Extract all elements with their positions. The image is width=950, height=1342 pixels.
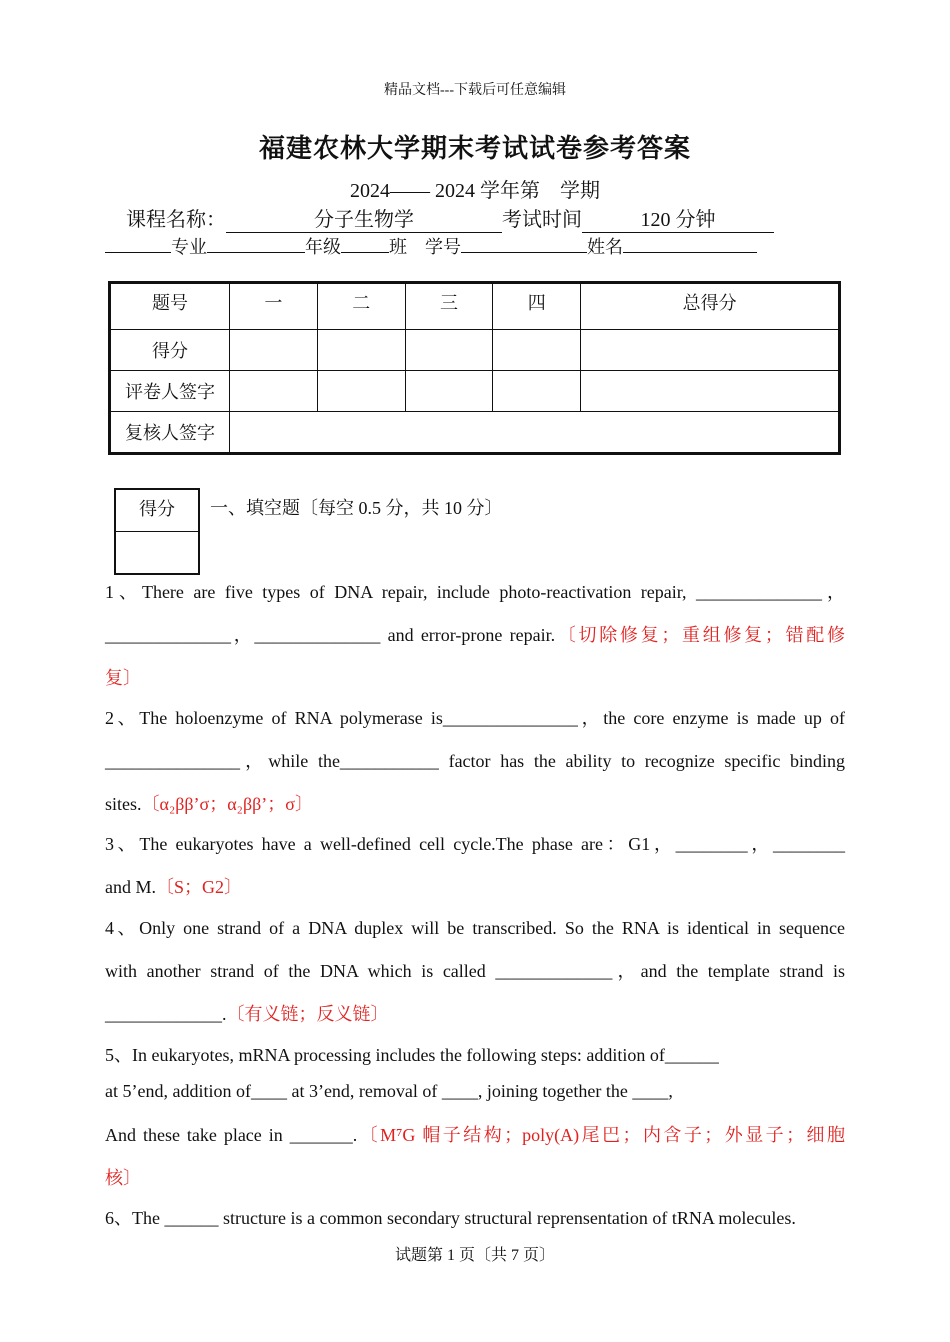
q4-answer: 〔有义链；反义链〕 (226, 1004, 389, 1024)
q4-line-3 (105, 1000, 389, 1026)
grade-blank (207, 252, 305, 253)
score-cell (581, 330, 840, 371)
table-header-row (110, 283, 840, 330)
score-table (108, 281, 841, 455)
header-cell: 总得分 (581, 283, 840, 330)
student-info-line (105, 233, 757, 259)
header-cell: 一 (230, 283, 318, 330)
exam-time-label: 考试时间 (502, 209, 582, 231)
class-label: 班 (389, 237, 407, 257)
q6-line-1: 6、The ______ structure is a common secondary structural reprensentation of tRNA molecules. (105, 1208, 796, 1228)
row-label-score: 得分 (110, 330, 230, 371)
signature-cell (405, 371, 493, 412)
signature-cell (493, 371, 581, 412)
q5-answer: 〔M⁷G 帽子结构；poly(A)尾巴；内含子；外显子；细胞 (357, 1125, 846, 1145)
header-cell: 三 (405, 283, 493, 330)
signature-cell (317, 371, 405, 412)
exam-time-field: 120 分钟 (582, 203, 774, 233)
q1-line-1: 1、There are five types of DNA repair, include photo-reactivation repair, ______________， (105, 582, 845, 602)
row-label-grader: 评卷人签字 (110, 371, 230, 412)
q1-line-2 (105, 621, 845, 647)
score-cell (493, 330, 581, 371)
q2-line-2: _______________，while the___________ factor has the ability to recognize specific binding (105, 751, 845, 771)
q1-answer: 〔切除修复；重组修复；错配修 (555, 625, 845, 645)
course-line (126, 203, 774, 233)
q4-text: _____________. (105, 1004, 227, 1024)
q5-line-1: 5、In eukaryotes, mRNA processing includes the following steps: addition of______ (105, 1045, 719, 1065)
header-cell: 四 (493, 283, 581, 330)
q4-line-1: 4、Only one strand of a DNA duplex will be transcribed. So the RNA is identical in sequence (105, 918, 845, 938)
row-label-reviewer: 复核人签字 (110, 412, 230, 454)
major-blank (105, 252, 171, 253)
signature-cell (230, 371, 318, 412)
q2-line-3 (105, 790, 313, 816)
course-label: 课程名称： (126, 209, 226, 231)
academic-year: 2024—— 2024 学年第 学期 (350, 180, 600, 202)
q3-line-2 (105, 873, 242, 899)
q3-answer: 〔S；G2〕 (156, 877, 243, 897)
q2-line-1: 2、The holoenzyme of RNA polymerase is_______________，the core enzyme is made up of (105, 708, 845, 728)
reviewer-signature-cell (230, 412, 840, 454)
q2-answer: 〔α₂ββ’σ；α₂ββ’；σ〕 (141, 794, 313, 814)
q3-line-1: 3、The eukaryotes have a well-defined cell cycle.The phase are：G1，________，________ (105, 834, 845, 854)
q1-answer-cont: 复〕 (105, 668, 141, 688)
class-blank (341, 252, 389, 253)
q3-text: and M. (105, 877, 156, 897)
grade-label: 年级 (305, 237, 341, 257)
score-cell (405, 330, 493, 371)
page-footer: 试题第 1 页〔共 7 页〕 (394, 1247, 555, 1264)
score-cell (317, 330, 405, 371)
q5-text: And these take place in _______. (105, 1125, 358, 1145)
score-cell (230, 330, 318, 371)
name-blank (623, 252, 757, 253)
q5-answer-cont: 核〕 (105, 1168, 141, 1188)
header-note: 精品文档---下载后可任意编辑 (384, 83, 566, 98)
name-label: 姓名 (587, 237, 623, 257)
exam-title: 福建农林大学期末考试试卷参考答案 (258, 134, 691, 163)
q5-line-2: at 5’end, addition of____ at 3’end, removal of ____, joining together the ____, (105, 1081, 673, 1101)
q5-line-3 (105, 1121, 845, 1147)
table-row (110, 371, 840, 412)
section-score-box (114, 488, 200, 575)
section-title: 一、填空题〔每空 0.5 分，共 10 分〕 (210, 498, 503, 518)
signature-cell (581, 371, 840, 412)
header-cell: 题号 (110, 283, 230, 330)
course-name-field: 分子生物学 (226, 203, 502, 233)
table-row (110, 412, 840, 454)
student-id-label: 学号 (425, 237, 461, 257)
q4-line-2: with another strand of the DNA which is called _____________，and the template strand is (105, 961, 845, 981)
table-row (110, 330, 840, 371)
section-score-label: 得分 (116, 490, 198, 532)
q2-text: sites. (105, 794, 142, 814)
major-label: 专业 (171, 237, 207, 257)
q1-text: ______________，______________ and error-prone repair. (105, 625, 556, 645)
header-cell: 二 (317, 283, 405, 330)
student-id-blank (461, 252, 587, 253)
